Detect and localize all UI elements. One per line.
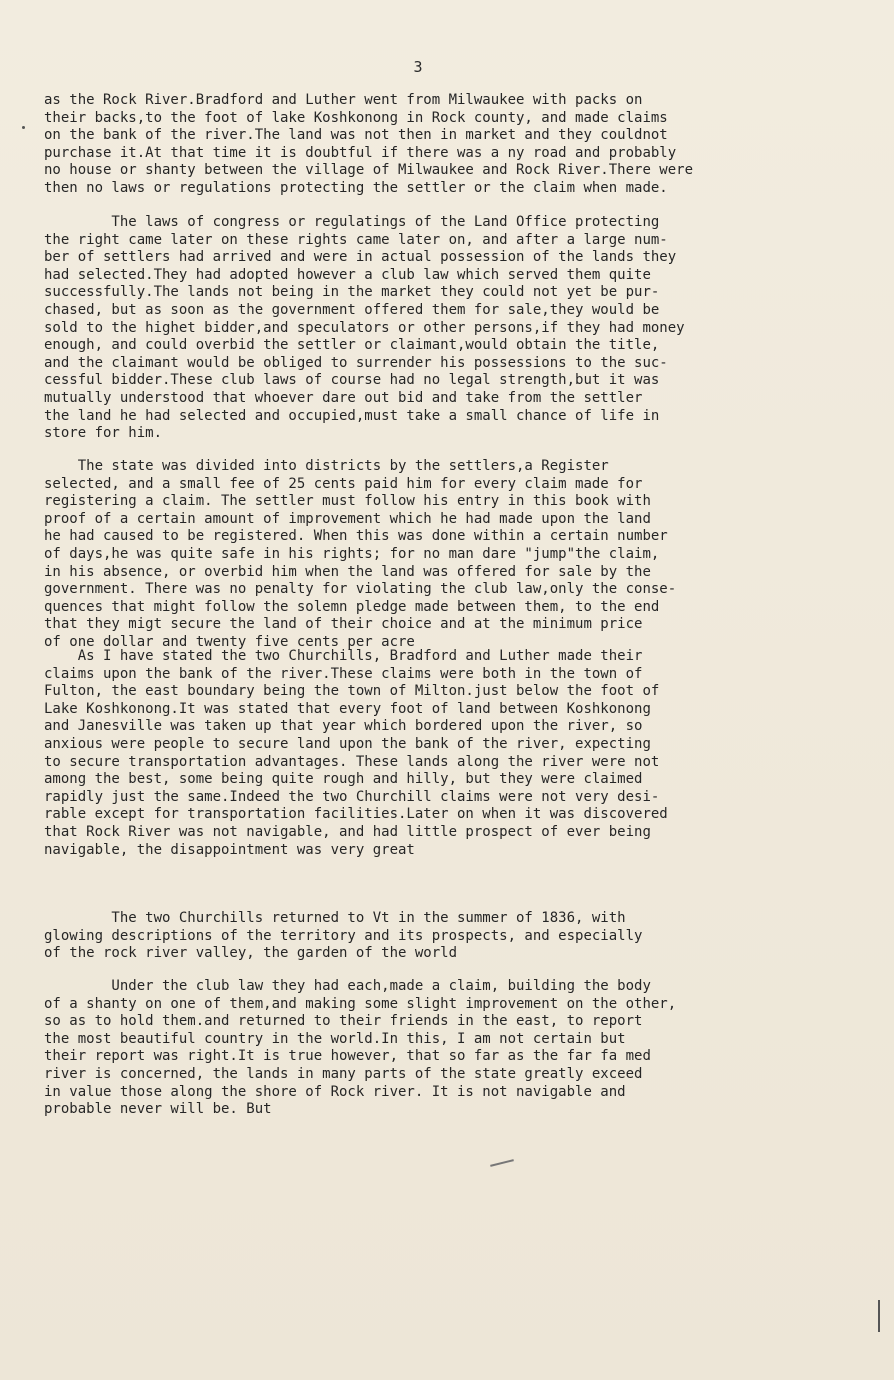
paragraph-4: As I have stated the two Churchills, Bradford and Luther made their claims upon the bank of the river.These claims were both in the town of Fulton, the east boundary being the town of Milton.just below the foot of Lake Koshkonong.It was stated that every foot of land between Koshkonong and Janesville was taken up that year which bordered upon the river, so anxious were people to secure land upon the bank of the river, expecting to secure transportation advantages. These lands along the river were not among the best, some being quite rough and hilly, but they were claimed rapidly just the same.Indeed the two Churchill claims were not very desi- rable except for transportation facilities.Later on when it was discovered that Rock River was not navigable, and had little prospect of ever being navigable, the disappointment was very great [44, 648, 668, 858]
pencil-mark [490, 1159, 514, 1167]
paragraph-1: as the Rock River.Bradford and Luther went from Milwaukee with packs on their backs,to the foot of lake Koshkonong in Rock county, and made claims on the bank of the river.The land was not then in market and they couldnot purchase it.At that time it is doubtful if there was a ny road and probably no house or shanty between the village of Milwaukee and Rock River.There were then no laws or regulations protecting the settler or the claim when made. [44, 92, 694, 196]
paragraph-6: Under the club law they had each,made a claim, building the body of a shanty on one of them,and making some slight improvement on the other, so as to hold them.and returned to their friends in the east, to report the most beautiful country in the world.In this, I am not certain but their report was right.It is true however, that so far as the far fa med river is concerned, the lands in many parts of the state greatly exceed in value those along the shore of Rock river. It is not navigable and probable never will be. But [44, 978, 677, 1118]
paragraph-2: The laws of congress or regulatings of the Land Office protecting the right came later on these rights came later on, and after a large num- ber of settlers had arrived and were in actual possession of the lands they had selected.They had adopted however a club law which served them quite successfully.The lands not being in the market they could not yet be pur- chased, but as soon as the government offered them for sale,they would be sold to the highet bidder,and speculators or other persons,if they had money enough, and could overbid the settler or claimant,would obtain the title, and the claimant would be obliged to surrender his possessions to the suc- cessful bidder.These club laws of course had no legal strength,but it was mutually understood that whoever dare out bid and take from the settler the land he had selected and occupied,must take a small chance of life in store for him. [44, 214, 685, 442]
page-number: 3 [413, 58, 423, 76]
paragraph-3: The state was divided into districts by the settlers,a Register selected, and a small fee of 25 cents paid him for every claim made for registering a claim. The settler must follow his entry in this book with proof of a certain amount of improvement which he had made upon the land he had caused to be registered. When this was done within a certain number of days,he was quite safe in his rights; for no man dare "jump"the claim, in his absence, or overbid him when the land was offered for sale by the government. There was no penalty for violating the club law,only the conse- quences that might follow the solemn pledge made between them, to the end that they migt secure the land of their choice and at the minimum price of one dollar and twenty five cents per acre [44, 458, 677, 650]
margin-mark [22, 126, 25, 129]
edge-mark [878, 1300, 880, 1332]
paragraph-5: The two Churchills returned to Vt in the summer of 1836, with glowing descriptions of the territory and its prospects, and especially of the rock river valley, the garden of the world [44, 910, 643, 962]
